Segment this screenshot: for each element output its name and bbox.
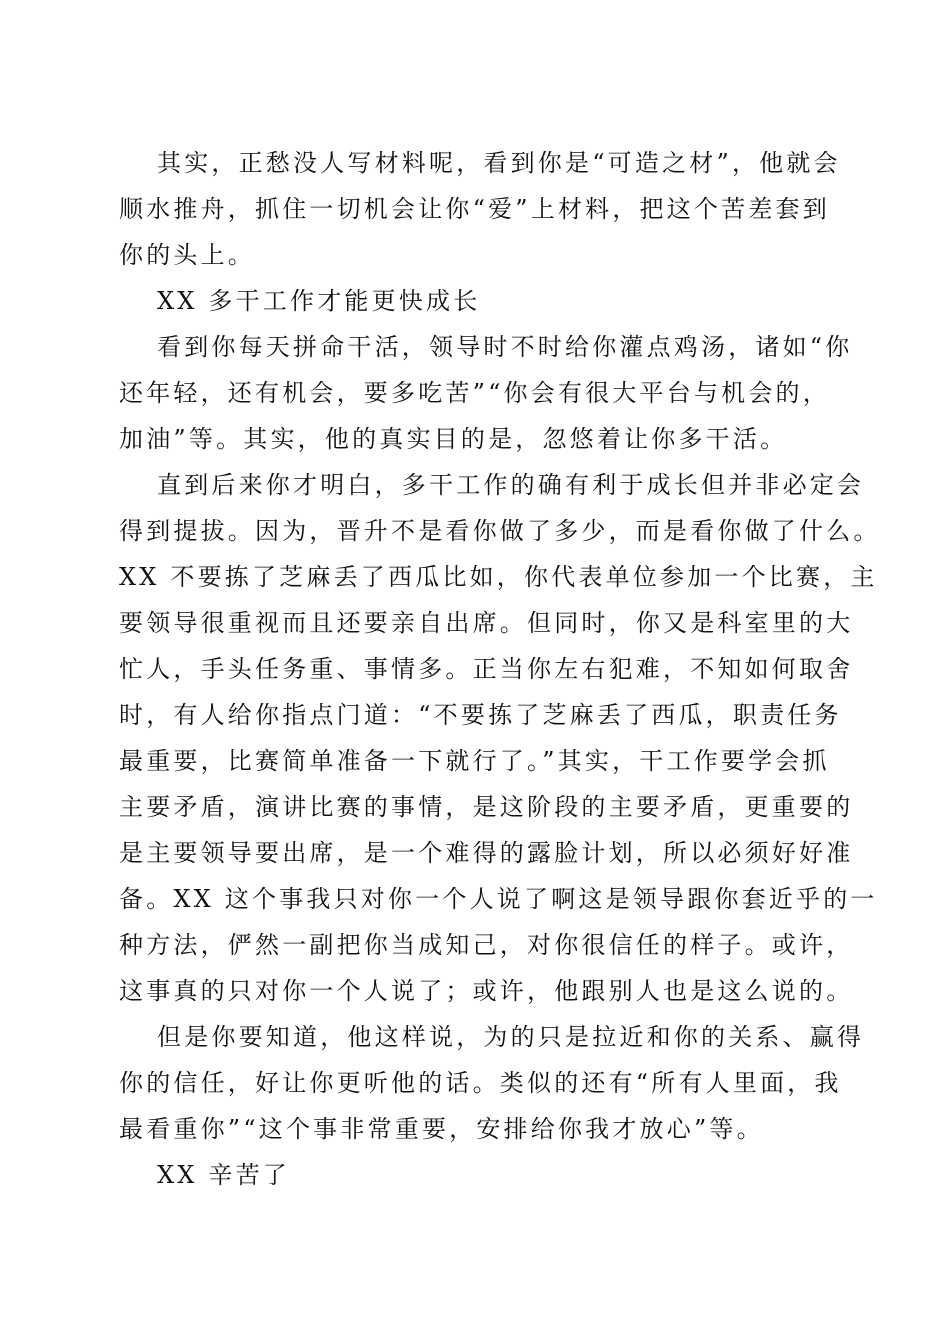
text-line: 得到提拔。因为，晋升不是看你做了多少，而是看你做了什么。 — [119, 517, 881, 545]
document-page — [119, 140, 881, 1198]
text-line: 还年轻，还有机会，要多吃苦”“你会有很大平台与机会的， — [119, 379, 830, 407]
text-line: 顺水推舟，抓住一切机会让你“爱”上材料，把这个苦差套到 — [119, 195, 830, 223]
text-line: 最看重你”“这个事非常重要，安排给你我才放心”等。 — [119, 1115, 764, 1143]
text-line: 但是你要知道，他这样说，为的只是拉近和你的关系、赢得 — [157, 1023, 865, 1051]
text-line: 其实，正愁没人写材料呢，看到你是“可造之材”，他就会 — [157, 149, 841, 177]
paragraph-intro — [119, 140, 841, 278]
text-line: 这事真的只对你一个人说了；或许，他跟别人也是这么说的。 — [119, 977, 854, 1005]
text-line: 备。XX 这个事我只对你一个人说了啊这是领导跟你套近乎的一 — [119, 885, 878, 913]
text-line: 种方法，俨然一副把你当成知己，对你很信任的样子。或许， — [119, 931, 854, 959]
text-line: 你的信任，好让你更听他的话。类似的还有“所有人里面，我 — [119, 1069, 842, 1097]
text-line: 是主要领导要出席，是一个难得的露脸计划，所以必须好好准 — [119, 839, 854, 867]
paragraph-promotion — [119, 462, 881, 1014]
text-line: 看到你每天拼命干活，领导时不时给你灌点鸡汤，诸如“你 — [157, 333, 853, 361]
paragraph-chicken-soup — [119, 324, 853, 462]
text-line: 你的头上。 — [119, 241, 255, 269]
heading-line: XX 多干工作才能更快成长 — [157, 287, 481, 315]
paragraph-trust — [119, 1014, 865, 1152]
text-line: 时，有人给你指点门道：“不要拣了芝麻丢了西瓜，职责任务 — [119, 701, 842, 729]
text-line: 加油”等。其实，他的真实目的是，忽悠着让你多干活。 — [119, 425, 788, 453]
text-line: XX 不要拣了芝麻丢了西瓜比如，你代表单位参加一个比赛，主 — [119, 563, 878, 591]
section-heading-last — [119, 1152, 831, 1198]
text-line: 忙人，手头任务重、事情多。正当你左右犯难，不知如何取舍 — [119, 655, 854, 683]
section-heading — [119, 278, 831, 324]
heading-line: XX 辛苦了 — [157, 1161, 291, 1189]
text-line: 最重要，比赛简单准备一下就行了。”其实，干工作要学会抓 — [119, 747, 830, 775]
text-line: 要领导很重视而且还要亲自出席。但同时，你又是科室里的大 — [119, 609, 854, 637]
text-line: 主要矛盾，演讲比赛的事情，是这阶段的主要矛盾，更重要的 — [119, 793, 854, 821]
text-line: 直到后来你才明白，多干工作的确有利于成长但并非必定会 — [157, 471, 865, 499]
